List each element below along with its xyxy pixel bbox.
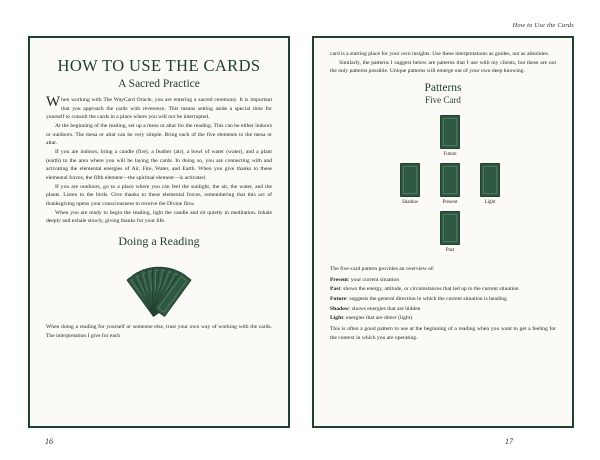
definition-item-past: Past: shows the energy, attitude, or circumstances that led up to the current situation — [330, 286, 519, 293]
paragraph-overview-lead: The five-card pattern provides an overview of: — [330, 265, 435, 272]
section-subtitle-five-card: Five Card — [425, 94, 461, 105]
page-number-left: 16 — [45, 437, 53, 446]
definition-term-present: Present — [330, 276, 348, 283]
paragraph-intro — [46, 96, 272, 122]
card-label-present: Present — [442, 199, 458, 205]
definition-term-light: Light — [330, 315, 344, 322]
definition-item-shadow: Shadow: shows energies that are hidden — [330, 305, 421, 312]
definition-term-future: Future — [330, 295, 347, 302]
paragraph-starting-place: card is a starting place for your own insights. Use these interpretations as guides, not as absolutes. — [330, 51, 550, 57]
paragraph-meditation: When you are ready to begin the reading, light the candle and sit quietly in meditation. Inhale deeply and exhale slowly, giving thanks for your life. — [46, 209, 272, 225]
five-card-spread-diagram — [330, 111, 570, 261]
card-present — [440, 163, 460, 197]
card-past — [440, 211, 460, 245]
card-label-future: Future — [443, 151, 457, 157]
card-label-light: Light — [484, 199, 496, 205]
definition-term-shadow: Shadow — [330, 305, 349, 312]
section-title-patterns: Patterns — [424, 81, 462, 94]
section-title-doing-a-reading: Doing a Reading — [118, 233, 200, 248]
card-shadow — [400, 163, 420, 197]
definition-text-present: your current situation — [350, 276, 400, 283]
paragraph-intro-text: hen working with The WayCard Oracle, you are entering a sacred ceremony. It is important that you approach the cards with reverence. This means setting aside a special time for yourself to consult the cards in a place where you will not be interrupted. — [46, 97, 272, 121]
definition-item-present: Present: your current situation — [330, 276, 400, 283]
right-page-text-block — [312, 36, 574, 428]
dropcap: W — [46, 94, 61, 110]
definition-item-future: Future: suggests the general direction in which the current situation is heading — [330, 295, 507, 302]
definition-text-past: shows the energy, attitude, or circumstances that led up to the current situation — [343, 286, 519, 293]
card-light — [480, 163, 500, 197]
definition-list — [330, 276, 556, 323]
definition-text-future: suggests the general direction in which the current situation is heading — [349, 295, 507, 302]
definition-text-light: energies that are direct (light) — [346, 315, 413, 322]
page-number-right: 17 — [505, 437, 513, 446]
card-label-shadow: Shadow — [401, 199, 419, 205]
paragraph-patterns-intro: Similarly, the patterns I suggest below are patterns that I use with my clients, but these are not the only patterns possible. Unique patterns will emerge out of your own deep knowing. — [330, 59, 556, 75]
card-fan-illustration — [46, 255, 272, 317]
running-head: How to Use the Cards — [512, 22, 574, 29]
paragraph-indoors: If you are indoors, bring a candle (fire), a feather (air), a bowl of water (water), and a plant (earth) to the area where you will be laying the cards. In doing so, you are connecting with and activating the elemental energies of Air, Fire, Water, and Earth. When you give thanks to these elemental forces, the fifth element—the spiritual element—is activated. — [46, 148, 272, 181]
paragraph-altar-setup: At the beginning of the reading, set up a mesa or altar for the reading. This can be either indoors or outdoors. The mesa or altar can be very simple. Bring each of the five elements to the mesa or altar. — [46, 122, 272, 147]
definition-text-shadow: shows energies that are hidden — [351, 305, 421, 312]
page-subtitle: A Sacred Practice — [118, 78, 200, 90]
closing-block — [330, 325, 556, 342]
right-page — [300, 0, 600, 460]
definition-term-past: Past — [330, 286, 341, 293]
left-page-text-block — [28, 36, 290, 428]
card-label-past: Past — [445, 247, 455, 253]
paragraph-closing: This is often a good pattern to use at the beginning of a reading when you want to get a feeling for the context in which you are operating. — [330, 325, 556, 341]
paragraph-outdoors: If you are outdoors, go to a place where you can feel the sunlight, the air, the water, and the plants. Listen to the birds. Give thanks to these elemental forces, remembering that this act of thanksgiving opens your consciousness to receive the Divine flow. — [46, 183, 272, 207]
definition-item-light: Light: energies that are direct (light) — [330, 315, 413, 322]
paragraph-doing-a-reading: When doing a reading for yourself or someone else, trust your own way of working with the cards. The interpretation I give for each — [46, 323, 272, 339]
card-future — [440, 115, 460, 149]
page-title: HOW TO USE THE CARDS — [57, 56, 261, 75]
